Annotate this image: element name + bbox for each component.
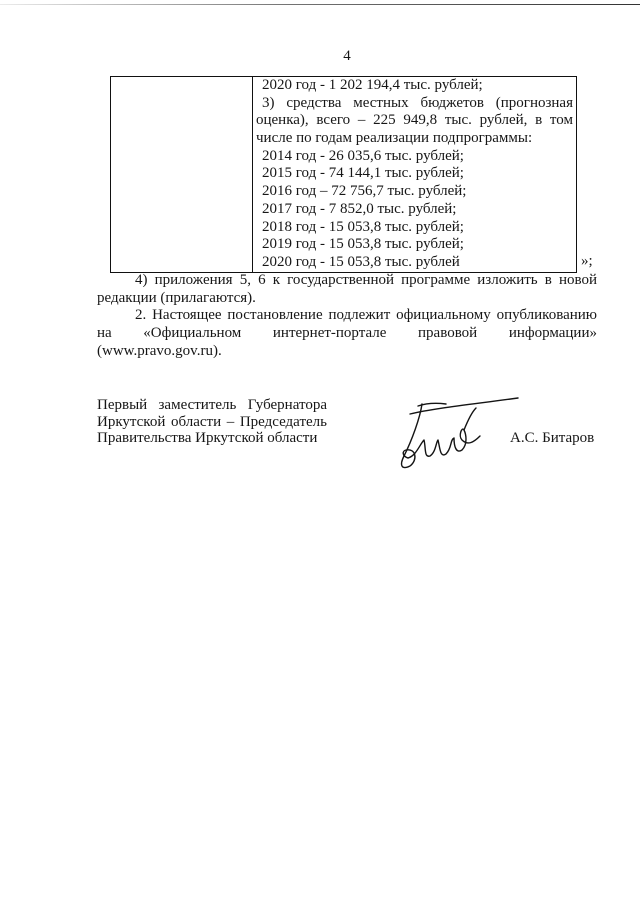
table-cell-line: 2014 год - 26 035,6 тыс. рублей; xyxy=(262,147,464,164)
paragraph-line: редакции (прилагаются). xyxy=(97,289,256,306)
body-text xyxy=(97,272,597,360)
scan-edge-line xyxy=(0,4,640,5)
page-number: 4 xyxy=(343,48,351,64)
paragraph-line: 2. Настоящее постановление подлежит официальному опубликованию xyxy=(135,307,597,324)
handwritten-signature xyxy=(390,396,520,476)
signatory-title-line: Первый заместитель Губернатора xyxy=(97,397,327,413)
table-cell-line: 2018 год - 15 053,8 тыс. рублей; xyxy=(262,218,464,235)
table-cell-line: 2015 год - 74 144,1 тыс. рублей; xyxy=(262,165,464,182)
table-cell-right xyxy=(253,77,576,272)
table-cell-line: оценка), всего – 225 949,8 тыс. рублей, в том xyxy=(256,112,573,129)
funding-table xyxy=(110,76,577,273)
signatory-title-line: Правительства Иркутской области xyxy=(97,430,318,447)
table-cell-line: 2019 год - 15 053,8 тыс. рублей; xyxy=(262,236,464,253)
table-cell-left xyxy=(111,77,253,272)
table-cell-line: 2020 год - 15 053,8 тыс. рублей xyxy=(262,253,460,270)
paragraph-line: 4) приложения 5, 6 к государственной программе изложить в новой xyxy=(135,272,597,288)
table-cell-line: 2016 год – 72 756,7 тыс. рублей; xyxy=(262,183,467,200)
table-cell-line: числе по годам реализации подпрограммы: xyxy=(256,130,533,147)
paragraph-line: на «Официальном интернет-портале правовой информации» xyxy=(97,325,597,342)
table-cell-line: 3) средства местных бюджетов (прогнозная xyxy=(262,94,573,111)
signatory-name: А.С. Битаров xyxy=(510,430,595,446)
table-cell-line: 2017 год - 7 852,0 тыс. рублей; xyxy=(262,200,457,217)
closing-quote: »; xyxy=(581,253,593,269)
paragraph-publication xyxy=(97,307,597,360)
signatory-title xyxy=(97,397,327,447)
paragraph-line: (www.pravo.gov.ru). xyxy=(97,342,222,359)
signatory-title-line: Иркутской области – Председатель xyxy=(97,413,327,430)
table-cell-line: 2020 год - 1 202 194,4 тыс. рублей; xyxy=(262,77,483,93)
paragraph-appendices xyxy=(97,272,597,307)
